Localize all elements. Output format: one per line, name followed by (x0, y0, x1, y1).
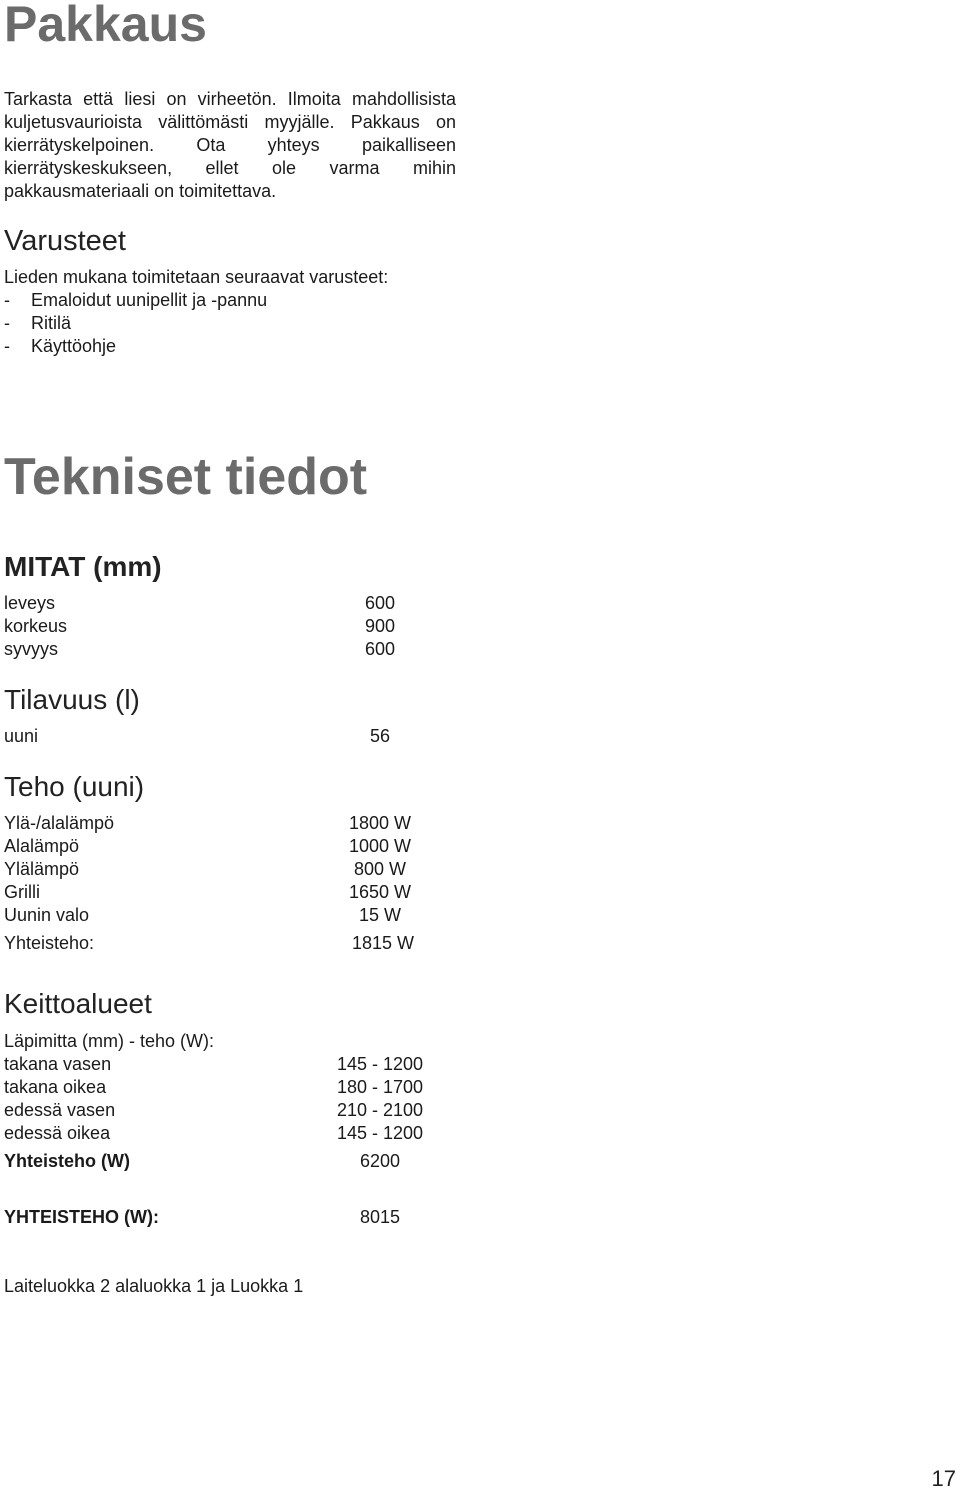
oven-power-label: Grilli (4, 882, 40, 902)
page-title-technical: Tekniset tiedot (4, 448, 368, 506)
oven-power-value: 1650 W (348, 882, 412, 902)
accessories-intro: Lieden mukana toimitetaan seuraavat varusteet: (4, 267, 389, 287)
oven-total-value: 1815 W (351, 933, 415, 953)
bullet-dash: - (4, 336, 10, 356)
packaging-line-5: pakkausmateriaali on toimitettava. (4, 181, 277, 201)
grand-total-value: 8015 (359, 1207, 401, 1227)
dimension-label: leveys (4, 593, 56, 613)
volume-heading: Tilavuus (l) (4, 684, 140, 715)
hob-zone-value: 145 - 1200 (336, 1123, 424, 1143)
dimension-label: syvyys (4, 639, 58, 659)
accessory-item-label: Emaloidut uunipellit ja -pannu (31, 290, 268, 310)
accessory-item (4, 312, 71, 335)
oven-power-value: 800 W (353, 859, 407, 879)
hob-zone-value: 210 - 2100 (336, 1100, 424, 1120)
packaging-line-2: kuljetusvaurioista välittömästi myyjälle. Pakkaus on (4, 112, 456, 132)
hob-subtitle: Läpimitta (mm) - teho (W): (4, 1031, 215, 1051)
dimension-label: korkeus (4, 616, 68, 636)
hob-heading: Keittoalueet (4, 988, 152, 1019)
dimension-value: 600 (364, 639, 396, 659)
accessories-heading: Varusteet (4, 225, 126, 257)
hob-total-value: 6200 (359, 1151, 401, 1171)
hob-zone-value: 145 - 1200 (336, 1054, 424, 1074)
bullet-dash: - (4, 290, 10, 310)
dimension-value: 600 (364, 593, 396, 613)
hob-zone-label: takana vasen (4, 1054, 112, 1074)
oven-power-label: Ylälämpö (4, 859, 80, 879)
oven-power-label: Ylä-/alalämpö (4, 813, 115, 833)
page-title-packaging: Pakkaus (4, 0, 207, 52)
appliance-class-text: Laiteluokka 2 alaluokka 1 ja Luokka 1 (4, 1276, 304, 1296)
oven-total-label: Yhteisteho: (4, 933, 95, 953)
dimension-value: 900 (364, 616, 396, 636)
grand-total-label: YHTEISTEHO (W): (4, 1207, 159, 1227)
oven-power-value: 15 W (358, 905, 402, 925)
packaging-line-3: kierrätyskelpoinen. Ota yhteys paikalliseen (4, 135, 456, 155)
hob-zone-label: edessä oikea (4, 1123, 111, 1143)
oven-power-value: 1800 W (348, 813, 412, 833)
oven-power-label: Uunin valo (4, 905, 90, 925)
accessory-item (4, 289, 267, 312)
hob-zone-value: 180 - 1700 (336, 1077, 424, 1097)
dimensions-heading: MITAT (mm) (4, 551, 162, 582)
accessory-item-label: Käyttöohje (31, 336, 117, 356)
packaging-line-4: kierrätyskeskukseen, ellet ole varma mihin (4, 158, 456, 178)
oven-power-value: 1000 W (348, 836, 412, 856)
hob-zone-label: edessä vasen (4, 1100, 116, 1120)
hob-zone-label: takana oikea (4, 1077, 107, 1097)
volume-label: uuni (4, 726, 39, 746)
hob-total-label: Yhteisteho (W) (4, 1151, 130, 1171)
oven-power-heading: Teho (uuni) (4, 771, 145, 802)
page-number: 17 (931, 1466, 956, 1491)
accessory-item-label: Ritilä (31, 313, 72, 333)
oven-power-label: Alalämpö (4, 836, 80, 856)
volume-value: 56 (369, 726, 391, 746)
bullet-dash: - (4, 313, 10, 333)
packaging-line-1: Tarkasta että liesi on virheetön. Ilmoita mahdollisista (4, 89, 456, 109)
accessory-item (4, 335, 116, 358)
